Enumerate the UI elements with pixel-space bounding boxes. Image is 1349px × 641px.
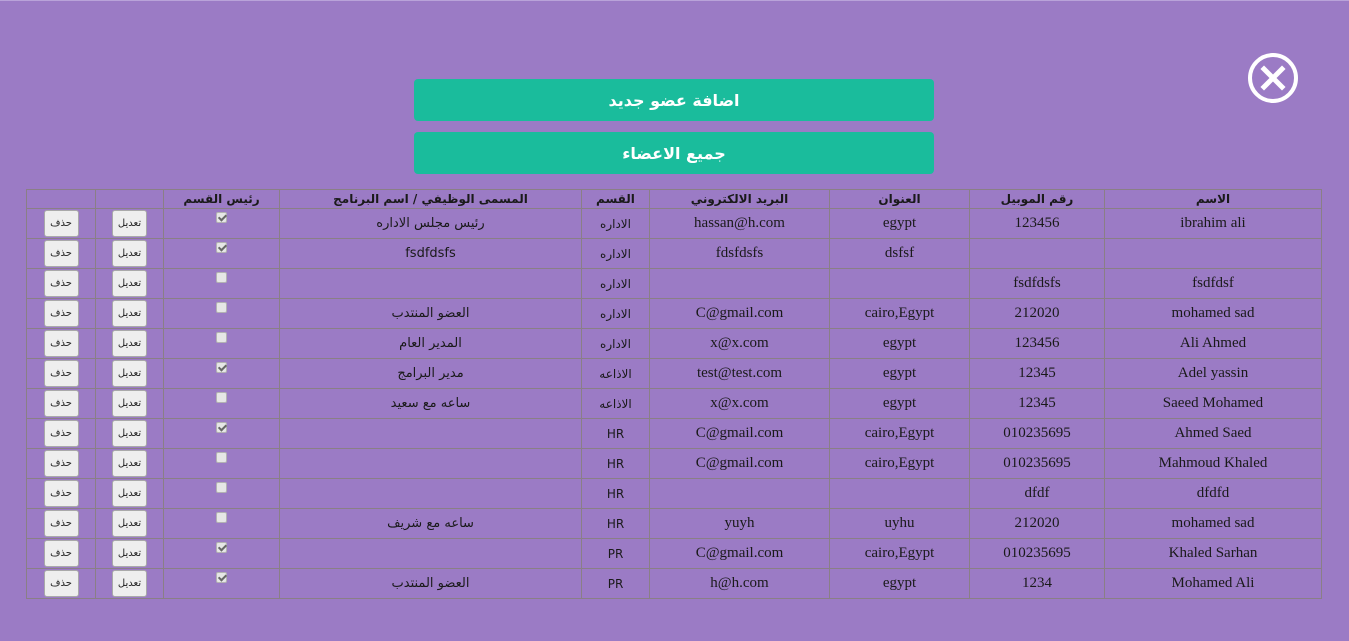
cell-head: [164, 299, 280, 329]
cell-email: test@test.com: [650, 359, 830, 389]
cell-mobile: [970, 239, 1105, 269]
header-email: البريد الالكتروني: [650, 190, 830, 209]
cell-edit: [96, 569, 164, 599]
cell-email: x@x.com: [650, 389, 830, 419]
cell-title: ساعه مع سعيد: [280, 389, 582, 419]
cell-title: [280, 449, 582, 479]
cell-dept: الاذاعه: [582, 389, 650, 419]
cell-head: [164, 479, 280, 509]
delete-button[interactable]: حذف: [44, 540, 79, 567]
cell-delete: [27, 269, 96, 299]
cell-mobile: 1234: [970, 569, 1105, 599]
cell-edit: [96, 269, 164, 299]
head-checkbox[interactable]: [216, 452, 227, 463]
add-member-button[interactable]: اضافة عضو جديد: [414, 79, 934, 121]
delete-button[interactable]: حذف: [44, 450, 79, 477]
all-members-button[interactable]: جميع الاعضاء: [414, 132, 934, 174]
cell-name: Ali Ahmed: [1105, 329, 1322, 359]
table-header-row: [27, 190, 1322, 209]
cell-dept: الاداره: [582, 209, 650, 239]
cell-name: Saeed Mohamed: [1105, 389, 1322, 419]
delete-button[interactable]: حذف: [44, 240, 79, 267]
cell-address: cairo,Egypt: [830, 449, 970, 479]
cell-address: egypt: [830, 569, 970, 599]
cell-dept: HR: [582, 479, 650, 509]
head-checkbox[interactable]: [216, 422, 227, 433]
table-row: [27, 389, 1322, 419]
cell-mobile: 12345: [970, 389, 1105, 419]
cell-email: hassan@h.com: [650, 209, 830, 239]
cell-email: C@gmail.com: [650, 419, 830, 449]
header-address: العنوان: [830, 190, 970, 209]
cell-delete: [27, 299, 96, 329]
edit-button[interactable]: تعديل: [112, 360, 147, 387]
delete-button[interactable]: حذف: [44, 270, 79, 297]
cell-name: mohamed sad: [1105, 299, 1322, 329]
cell-email: h@h.com: [650, 569, 830, 599]
cell-mobile: dfdf: [970, 479, 1105, 509]
cell-name: ibrahim ali: [1105, 209, 1322, 239]
cell-title: fsdfdsfs: [280, 239, 582, 269]
head-checkbox[interactable]: [216, 392, 227, 403]
cell-address: [830, 479, 970, 509]
delete-button[interactable]: حذف: [44, 210, 79, 237]
edit-button[interactable]: تعديل: [112, 480, 147, 507]
head-checkbox[interactable]: [216, 542, 227, 553]
cell-name: Khaled Sarhan: [1105, 539, 1322, 569]
cell-address: uyhu: [830, 509, 970, 539]
cell-title: المدير العام: [280, 329, 582, 359]
cell-dept: الاداره: [582, 239, 650, 269]
header-name: الاسم: [1105, 190, 1322, 209]
table-row: [27, 239, 1322, 269]
table-row: [27, 479, 1322, 509]
head-checkbox[interactable]: [216, 302, 227, 313]
cell-edit: [96, 419, 164, 449]
cell-delete: [27, 329, 96, 359]
cell-mobile: 212020: [970, 299, 1105, 329]
cell-name: Ahmed Saed: [1105, 419, 1322, 449]
table-row: [27, 209, 1322, 239]
cell-name: [1105, 239, 1322, 269]
head-checkbox[interactable]: [216, 212, 227, 223]
edit-button[interactable]: تعديل: [112, 240, 147, 267]
cell-head: [164, 359, 280, 389]
table-row: [27, 569, 1322, 599]
cell-email: x@x.com: [650, 329, 830, 359]
table-row: [27, 269, 1322, 299]
cell-delete: [27, 509, 96, 539]
cell-mobile: 010235695: [970, 539, 1105, 569]
cell-delete: [27, 539, 96, 569]
delete-button[interactable]: حذف: [44, 300, 79, 327]
cell-email: C@gmail.com: [650, 539, 830, 569]
header-delete: [27, 190, 96, 209]
delete-button[interactable]: حذف: [44, 360, 79, 387]
delete-button[interactable]: حذف: [44, 330, 79, 357]
cell-title: [280, 419, 582, 449]
head-checkbox[interactable]: [216, 362, 227, 373]
cell-dept: HR: [582, 509, 650, 539]
head-checkbox[interactable]: [216, 332, 227, 343]
head-checkbox[interactable]: [216, 512, 227, 523]
cell-delete: [27, 209, 96, 239]
cell-name: mohamed sad: [1105, 509, 1322, 539]
table-row: [27, 359, 1322, 389]
head-checkbox[interactable]: [216, 242, 227, 253]
cell-address: dsfsf: [830, 239, 970, 269]
cell-delete: [27, 449, 96, 479]
delete-button[interactable]: حذف: [44, 480, 79, 507]
cell-name: Mohamed Ali: [1105, 569, 1322, 599]
close-icon[interactable]: [1248, 53, 1298, 103]
table-row: [27, 509, 1322, 539]
edit-button[interactable]: تعديل: [112, 450, 147, 477]
cell-title: مدير البرامج: [280, 359, 582, 389]
cell-mobile: 123456: [970, 209, 1105, 239]
header-dept: القسم: [582, 190, 650, 209]
cell-delete: [27, 569, 96, 599]
cell-edit: [96, 539, 164, 569]
cell-edit: [96, 329, 164, 359]
cell-mobile: 123456: [970, 329, 1105, 359]
edit-button[interactable]: تعديل: [112, 570, 147, 597]
cell-name: Mahmoud Khaled: [1105, 449, 1322, 479]
cell-delete: [27, 389, 96, 419]
cell-edit: [96, 389, 164, 419]
cell-name: dfdfd: [1105, 479, 1322, 509]
cell-mobile: 010235695: [970, 449, 1105, 479]
edit-button[interactable]: تعديل: [112, 390, 147, 417]
cell-head: [164, 419, 280, 449]
cell-dept: HR: [582, 449, 650, 479]
cell-email: [650, 479, 830, 509]
delete-button[interactable]: حذف: [44, 510, 79, 537]
cell-title: [280, 539, 582, 569]
header-title: المسمى الوظيفي / اسم البرنامج: [280, 190, 582, 209]
edit-button[interactable]: تعديل: [112, 330, 147, 357]
edit-button[interactable]: تعديل: [112, 510, 147, 537]
head-checkbox[interactable]: [216, 482, 227, 493]
cell-edit: [96, 359, 164, 389]
cell-title: [280, 479, 582, 509]
edit-button[interactable]: تعديل: [112, 540, 147, 567]
cell-head: [164, 389, 280, 419]
cell-edit: [96, 509, 164, 539]
cell-head: [164, 269, 280, 299]
cell-email: fdsfdsfs: [650, 239, 830, 269]
cell-delete: [27, 419, 96, 449]
cell-address: cairo,Egypt: [830, 419, 970, 449]
cell-title: ساعه مع شريف: [280, 509, 582, 539]
cell-email: [650, 269, 830, 299]
cell-dept: الاذاعه: [582, 359, 650, 389]
cell-edit: [96, 209, 164, 239]
cell-address: egypt: [830, 389, 970, 419]
cell-delete: [27, 239, 96, 269]
cell-head: [164, 569, 280, 599]
cell-head: [164, 239, 280, 269]
cell-title: رئيس مجلس الاداره: [280, 209, 582, 239]
cell-address: cairo,Egypt: [830, 299, 970, 329]
cell-mobile: 212020: [970, 509, 1105, 539]
cell-head: [164, 509, 280, 539]
cell-name: fsdfdsf: [1105, 269, 1322, 299]
cell-address: egypt: [830, 359, 970, 389]
cell-head: [164, 539, 280, 569]
cell-edit: [96, 239, 164, 269]
cell-edit: [96, 299, 164, 329]
delete-button[interactable]: حذف: [44, 390, 79, 417]
delete-button[interactable]: حذف: [44, 420, 79, 447]
cell-title: [280, 269, 582, 299]
cell-dept: PR: [582, 539, 650, 569]
cell-delete: [27, 479, 96, 509]
header-head: رئيس القسم: [164, 190, 280, 209]
cell-email: yuyh: [650, 509, 830, 539]
edit-button[interactable]: تعديل: [112, 210, 147, 237]
delete-button[interactable]: حذف: [44, 570, 79, 597]
x-mark-icon: [1260, 65, 1286, 91]
edit-button[interactable]: تعديل: [112, 270, 147, 297]
cell-dept: الاداره: [582, 269, 650, 299]
cell-mobile: 12345: [970, 359, 1105, 389]
cell-name: Adel yassin: [1105, 359, 1322, 389]
cell-address: cairo,Egypt: [830, 539, 970, 569]
cell-dept: الاداره: [582, 329, 650, 359]
table-row: [27, 539, 1322, 569]
cell-mobile: 010235695: [970, 419, 1105, 449]
header-edit: [96, 190, 164, 209]
cell-mobile: fsdfdsfs: [970, 269, 1105, 299]
cell-title: العضو المنتدب: [280, 299, 582, 329]
members-table: [26, 189, 1322, 599]
cell-edit: [96, 479, 164, 509]
cell-head: [164, 329, 280, 359]
cell-dept: PR: [582, 569, 650, 599]
table-row: [27, 299, 1322, 329]
cell-email: C@gmail.com: [650, 449, 830, 479]
edit-button[interactable]: تعديل: [112, 420, 147, 447]
cell-email: C@gmail.com: [650, 299, 830, 329]
table-row: [27, 449, 1322, 479]
cell-head: [164, 449, 280, 479]
cell-address: egypt: [830, 329, 970, 359]
cell-delete: [27, 359, 96, 389]
cell-head: [164, 209, 280, 239]
table-row: [27, 329, 1322, 359]
cell-dept: الاداره: [582, 299, 650, 329]
cell-edit: [96, 449, 164, 479]
head-checkbox[interactable]: [216, 272, 227, 283]
cell-address: egypt: [830, 209, 970, 239]
head-checkbox[interactable]: [216, 572, 227, 583]
cell-address: [830, 269, 970, 299]
header-mobile: رقم الموبيل: [970, 190, 1105, 209]
cell-title: العضو المنتدب: [280, 569, 582, 599]
table-row: [27, 419, 1322, 449]
cell-dept: HR: [582, 419, 650, 449]
edit-button[interactable]: تعديل: [112, 300, 147, 327]
